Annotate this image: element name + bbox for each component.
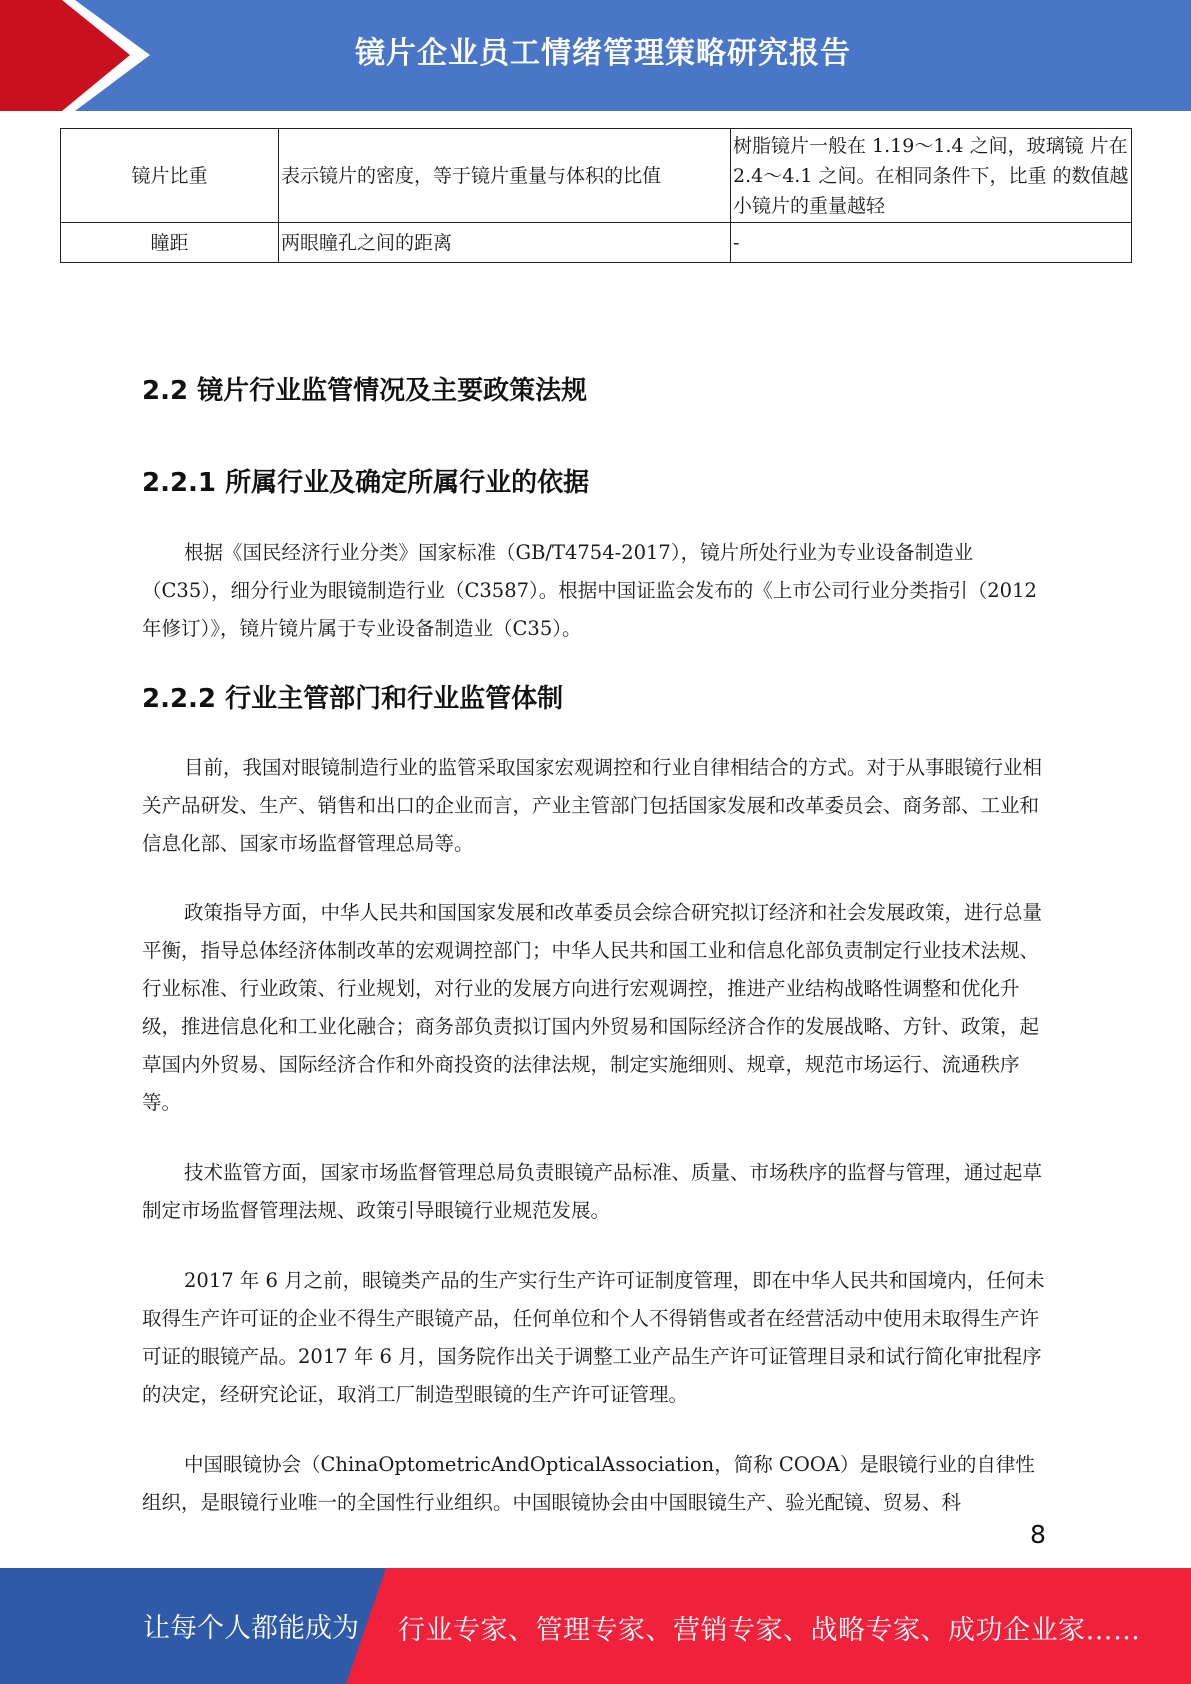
page-footer [0, 1568, 1191, 1684]
section-heading-2-2-2: 2.2.2 行业主管部门和行业监管体制 [142, 684, 564, 714]
header-corner-decoration [0, 0, 160, 111]
table-row [61, 129, 1132, 223]
paragraph: 2017 年 6 月之前，眼镜类产品的生产实行生产许可证制度管理，即在中华人民共和国境内，任何未取得生产许可证的企业不得生产眼镜产品，任何单位和个人不得销售或者在经营活动中使用未取得生产许可证的眼镜产品。2017 年 6 月，国务院作出关于调整工业产品生产许可证管理目录和试行简化审批程序的决定，经研究论证，取消工厂制造型眼镜的生产许可证管理。 [142, 1269, 1045, 1406]
table-cell-term: 瞳距 [61, 223, 279, 263]
paragraph: 目前，我国对眼镜制造行业的监管采取国家宏观调控和行业自律相结合的方式。对于从事眼镜行业相关产品研发、生产、销售和出口的企业而言，产业主管部门包括国家发展和改革委员会、商务部、工业和信息化部、国家市场监督管理总局等。 [142, 756, 1043, 855]
table-cell-definition: 两眼瞳孔之间的距离 [279, 223, 731, 263]
section-heading-2-2-1: 2.2.1 所属行业及确定所属行业的依据 [142, 468, 590, 498]
table-cell-definition: 表示镜片的密度，等于镜片重量与体积的比值 [279, 129, 731, 223]
paragraph: 技术监管方面，国家市场监督管理总局负责眼镜产品标准、质量、市场秩序的监督与管理，通过起草制定市场监督管理法规、政策引导眼镜行业规范发展。 [142, 1161, 1043, 1222]
page-number: 8 [1030, 1520, 1046, 1549]
footer-slogan-left: 让每个人都能成为 [143, 1613, 359, 1644]
paragraph: 政策指导方面，中华人民共和国国家发展和改革委员会综合研究拟订经济和社会发展政策，进行总量平衡，指导总体经济体制改革的宏观调控部门；中华人民共和国工业和信息化部负责制定行业技术法规、行业标准、行业政策、行业规划，对行业的发展方向进行宏观调控，推进产业结构战略性调整和优化升级，推进信息化和工业化融合；商务部负责拟订国内外贸易和国际经济合作的发展战略、方针、政策，起草国内外贸易、国际经济合作和外商投资的法律法规，制定实施细则、规章，规范市场运行、流通秩序等。 [142, 901, 1043, 1114]
table-cell-note: - [731, 223, 1132, 263]
paragraph: 中国眼镜协会（ChinaOptometricAndOpticalAssociation，简称 COOA）是眼镜行业的自律性组织，是眼镜行业唯一的全国性行业组织。中国眼镜协会由中国眼镜生产、验光配镜、贸易、科 [142, 1453, 1035, 1514]
table-cell-term: 镜片比重 [61, 129, 279, 223]
page-header [0, 0, 1191, 111]
footer-slogan-right: 行业专家、管理专家、营销专家、战略专家、成功企业家…… [398, 1615, 1141, 1646]
spec-table [60, 128, 1132, 263]
report-title: 镜片企业员工情绪管理策略研究报告 [355, 36, 851, 71]
table-cell-note: 树脂镜片一般在 1.19～1.4 之间，玻璃镜 片在 2.4～4.1 之间。在相同条件下，比重 的数值越小镜片的重量越轻 [731, 129, 1132, 223]
table-row [61, 223, 1132, 263]
paragraph: 根据《国民经济行业分类》国家标准（GB/T4754-2017），镜片所处行业为专业设备制造业（C35），细分行业为眼镜制造行业（C3587）。根据中国证监会发布的《上市公司行业分类指引（2012 年修订）》，镜片镜片属于专业设备制造业（C35）。 [142, 541, 1037, 640]
section-heading-2-2: 2.2 镜片行业监管情况及主要政策法规 [142, 376, 588, 406]
